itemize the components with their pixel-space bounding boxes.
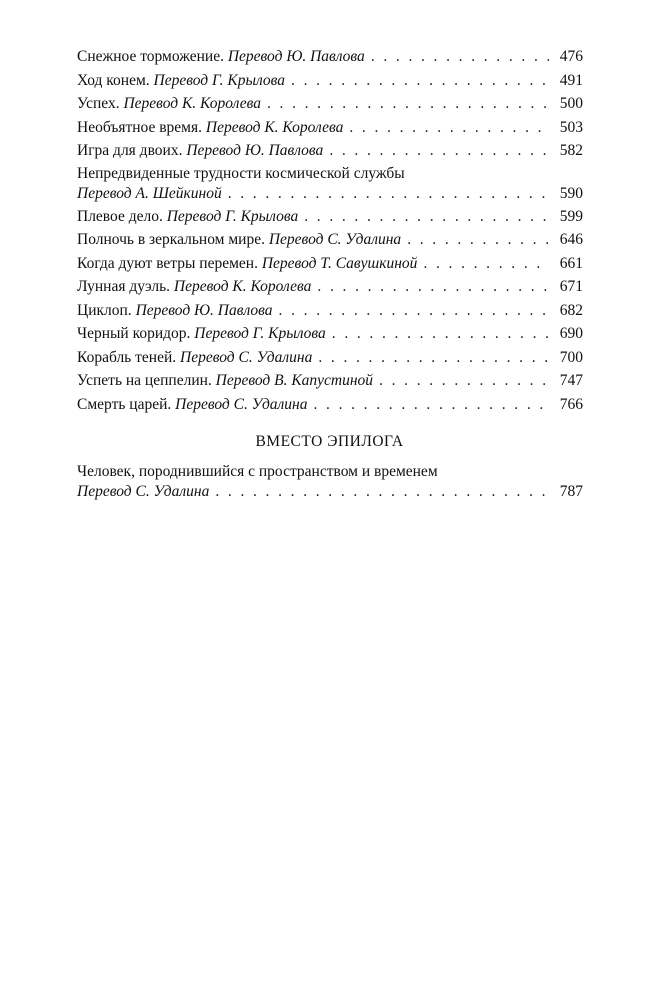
dot-leader xyxy=(318,347,549,369)
entry-title: Циклоп. xyxy=(77,301,132,319)
entry-heading xyxy=(77,276,311,298)
entry-title: Корабль теней. xyxy=(77,348,177,366)
entry-heading xyxy=(77,300,273,322)
toc-entry xyxy=(77,370,583,394)
entry-title: Смерть царей. xyxy=(77,395,172,413)
entry-translator: Перевод С. Удалина xyxy=(77,483,210,500)
dot-leader xyxy=(228,183,549,205)
dot-leader xyxy=(371,46,549,68)
entry-heading xyxy=(77,46,365,68)
entry-title: Игра для двоих. xyxy=(77,142,183,159)
entry-heading xyxy=(77,206,298,228)
entry-page-number: 747 xyxy=(559,372,583,389)
entry-page-number: 476 xyxy=(559,48,583,65)
entry-translator: Перевод Ю. Павлова xyxy=(135,301,273,319)
entry-translator: Перевод С. Удалина xyxy=(180,348,313,366)
epilogue-entry xyxy=(77,462,583,504)
toc-entry xyxy=(77,165,583,206)
toc-entry xyxy=(77,300,583,324)
entry-page-number: 646 xyxy=(559,231,583,248)
entry-page-number: 503 xyxy=(559,118,583,136)
dot-leader xyxy=(304,206,549,228)
entry-translator: Перевод С. Удалина xyxy=(175,395,308,413)
toc-entry xyxy=(77,140,583,164)
section-heading: ВМЕСТО ЭПИЛОГА xyxy=(255,433,404,450)
entry-heading xyxy=(77,93,261,115)
entry-page-number: 690 xyxy=(559,325,583,342)
toc-entry xyxy=(77,46,583,70)
entry-title: Необъятное время. xyxy=(77,118,202,136)
entry-translator: Перевод В. Капустиной xyxy=(215,372,374,389)
entry-title: Когда дуют ветры перемен. xyxy=(77,254,258,272)
dot-leader xyxy=(332,323,549,345)
dot-leader xyxy=(279,300,549,322)
entry-title: Плевое дело. xyxy=(77,207,163,225)
entry-page-number: 700 xyxy=(559,348,583,366)
dot-leader xyxy=(349,117,549,139)
dot-leader xyxy=(379,370,549,392)
entry-title: Черный коридор. xyxy=(77,325,191,342)
toc-entry xyxy=(77,229,583,253)
entry-page-number: 766 xyxy=(559,395,583,413)
toc-entry xyxy=(77,117,583,141)
entry-heading xyxy=(77,347,312,369)
entry-heading xyxy=(77,394,307,416)
dot-leader xyxy=(267,93,549,115)
entry-heading xyxy=(77,140,323,162)
entry-translator: Перевод Г. Крылова xyxy=(194,325,326,342)
entry-title: Непредвиденные трудности космической службы xyxy=(77,164,405,182)
entry-translator: Перевод Г. Крылова xyxy=(153,71,286,89)
entry-title: Снежное торможение. xyxy=(77,48,224,65)
entry-title: Успех. xyxy=(77,95,120,112)
entry-title: Лунная дуэль. xyxy=(77,278,171,295)
entry-page-number: 599 xyxy=(559,207,583,225)
entry-heading xyxy=(77,370,373,392)
entry-title: Полночь в зеркальном мире. xyxy=(77,231,265,248)
entry-heading xyxy=(77,117,343,139)
toc-entry xyxy=(77,276,583,300)
entry-page-number: 582 xyxy=(559,142,583,159)
toc-entry xyxy=(77,463,583,504)
entry-translator: Перевод Т. Савушкиной xyxy=(261,254,418,272)
entry-page-number: 661 xyxy=(559,254,583,272)
dot-leader xyxy=(291,70,549,92)
toc-entry xyxy=(77,70,583,94)
entry-heading xyxy=(77,70,285,92)
entry-page-number: 500 xyxy=(559,95,583,112)
entry-title: Ход конем. xyxy=(77,71,150,89)
entry-translator: Перевод К. Королева xyxy=(123,95,261,112)
entry-heading xyxy=(77,229,401,251)
dot-leader xyxy=(407,229,549,251)
table-of-contents xyxy=(77,46,583,417)
toc-entry xyxy=(77,394,583,418)
entry-translator: Перевод К. Королева xyxy=(205,118,344,136)
toc-entry xyxy=(77,253,583,277)
entry-heading xyxy=(77,323,326,345)
dot-leader xyxy=(329,140,549,162)
entry-heading xyxy=(77,253,417,275)
toc-entry xyxy=(77,206,583,230)
entry-translator: Перевод А. Шейкиной xyxy=(77,184,222,202)
entry-page-number: 682 xyxy=(559,301,583,319)
entry-page-number: 787 xyxy=(559,483,583,500)
entry-translator: Перевод К. Королева xyxy=(173,278,312,295)
entry-page-number: 671 xyxy=(559,278,583,295)
dot-leader xyxy=(423,253,549,275)
entry-page-number: 590 xyxy=(559,184,583,202)
entry-translator: Перевод Ю. Павлова xyxy=(186,142,324,159)
dot-leader xyxy=(313,394,549,416)
entry-translator: Перевод Ю. Павлова xyxy=(227,48,365,65)
entry-translator: Перевод С. Удалина xyxy=(268,231,402,248)
entry-page-number: 491 xyxy=(559,71,583,89)
toc-entry xyxy=(77,347,583,371)
dot-leader xyxy=(215,481,549,503)
toc-entry xyxy=(77,93,583,117)
entry-translator: Перевод Г. Крылова xyxy=(166,207,299,225)
dot-leader xyxy=(317,276,549,298)
entry-title: Успеть на цеппелин. xyxy=(77,372,212,389)
entry-title: Человек, породнившийся с пространством и временем xyxy=(77,463,438,480)
toc-entry xyxy=(77,323,583,347)
